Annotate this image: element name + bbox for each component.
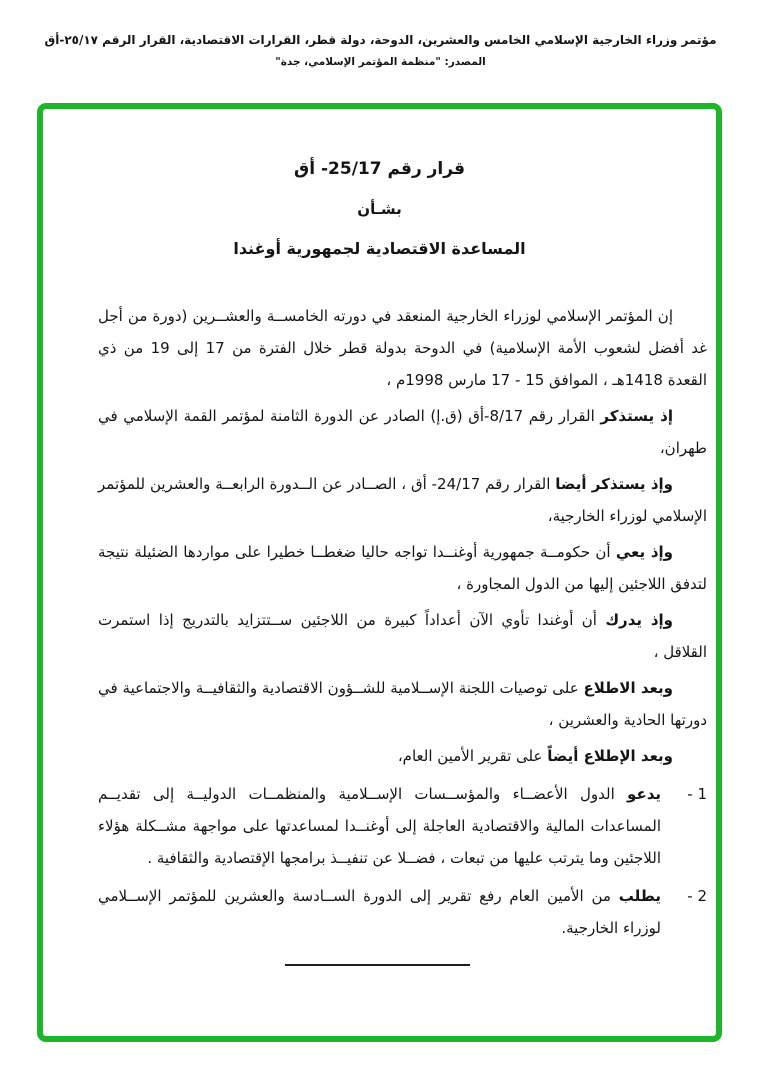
footer-rule: [285, 964, 470, 966]
paragraph-text: أن أوغندا تأوي الآن أعداداً كبيرة من اللاجئين ســتتزايد بالتدريج إذا استمرت القلاقل ،: [98, 611, 707, 661]
document-border-frame: [37, 103, 722, 1042]
item-lead: يطلب: [618, 887, 661, 905]
header-line-2: المصدر: "منظمة المؤتمر الإسلامي، جدة": [275, 56, 486, 68]
item-text: من الأمين العام رفع تقرير إلى الدورة الســادسة والعشرين للمؤتمر الإســلامي لوزراء الخارجية.: [98, 887, 661, 937]
preamble-paragraph: [98, 740, 707, 772]
resolution-title-block: [43, 149, 716, 269]
resolution-subject: المساعدة الاقتصادية لجمهورية أوغندا: [233, 239, 526, 258]
paragraph-lead: إذ يستذكر: [600, 407, 673, 425]
preamble-paragraph: [98, 400, 707, 464]
item-lead: يدعو: [627, 785, 661, 803]
document-source-header: [0, 30, 761, 70]
paragraph-lead: وإذ يعي: [615, 543, 673, 561]
operative-item-2: [98, 880, 707, 944]
paragraph-text: إن المؤتمر الإسلامي لوزراء الخارجية المنعقد في دورته الخامســة والعشــرين (دورة من أجل غد أفضل لشعوب الأمة الإسلامية) في الدوحة بدولة قطر خلال الفترة من 17 إلى 19 من ذي القعدة 1418هـ ، الموافق 15 - 17 مارس 1998م ،: [98, 307, 707, 389]
paragraph-text: أن حكومــة جمهورية أوغنــدا تواجه حاليا ضغطــا خطيرا على مواردها الضئيلة نتيجة لتدفق اللاجئين إليها من الدول المجاورة ،: [98, 543, 707, 593]
item-text: الدول الأعضــاء والمؤســسات الإســلامية والمنظمــات الدوليــة إلى تقديــم المساعدات المالية والاقتصادية العاجلة إلى أوغنــدا لمساعدتها على مواجهة مشــكلة هؤلاء اللاجئين وما يترتب عليها من تبعات ، فضــلا عن تنفيــذ برامجها الإقتصادية والثقافية .: [98, 785, 661, 867]
paragraph-lead: وبعد الإطلاع أيضاً: [547, 747, 673, 765]
item-number: 1 -: [687, 785, 707, 803]
paragraph-text: القرار رقم 8/17-أق (ق.إ) الصادر عن الدورة الثامنة لمؤتمر القمة الإسلامي في طهران،: [98, 407, 707, 457]
paragraph-text: القرار رقم 24/17- أق ، الصــادر عن الــدورة الرابعــة والعشرين للمؤتمر الإسلامي لوزراء الخارجية،: [98, 475, 707, 525]
operative-item-1: [98, 778, 707, 874]
resolution-body: [98, 300, 707, 966]
resolution-regarding: بشـأن: [357, 200, 402, 218]
paragraph-text: على توصيات اللجنة الإســلامية للشــؤون الاقتصادية والثقافيــة والاجتماعية في دورتها الحادية والعشرين ،: [98, 679, 707, 729]
paragraph-text: على تقرير الأمين العام،: [397, 747, 548, 765]
paragraph-lead: وبعد الاطلاع: [583, 679, 673, 697]
preamble-paragraph: [98, 300, 707, 396]
item-text-block: [98, 778, 661, 874]
resolution-number: قرار رقم 25/17- أق: [294, 159, 465, 179]
preamble-paragraph: [98, 468, 707, 532]
paragraph-lead: وإذ يستذكر أيضا: [555, 475, 673, 493]
preamble-paragraph: [98, 604, 707, 668]
paragraph-lead: وإذ يدرك: [605, 611, 673, 629]
item-number: 2 -: [687, 887, 707, 905]
item-text-block: [98, 880, 661, 944]
preamble-paragraph: [98, 672, 707, 736]
preamble-paragraph: [98, 536, 707, 600]
header-line-1: مؤتمر وزراء الخارجية الإسلامي الخامس والعشرين، الدوحة، دولة قطر، القرارات الاقتصادية، القرار الرقم ٢٥/١٧-أق: [44, 33, 717, 47]
